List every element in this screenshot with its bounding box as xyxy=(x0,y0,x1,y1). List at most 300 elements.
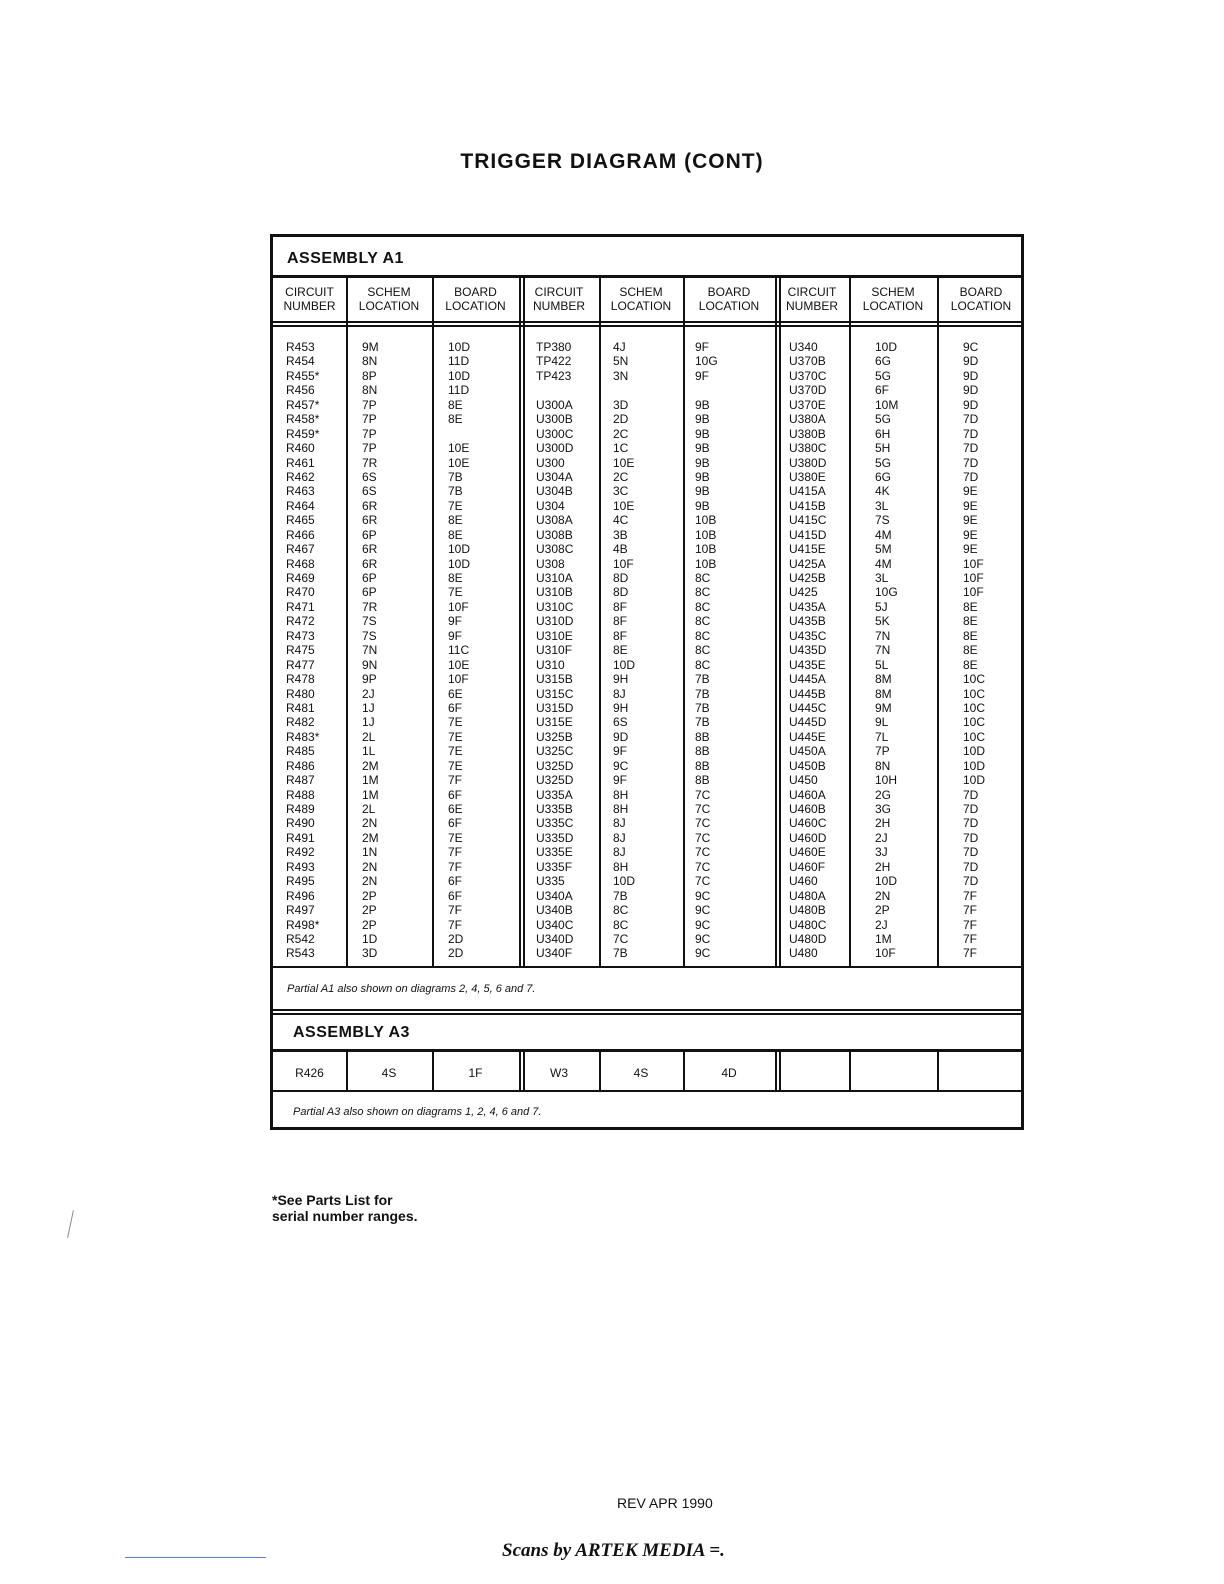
column-header-line: CIRCUIT xyxy=(534,285,584,299)
column-header-line: SCHEM xyxy=(367,285,411,299)
table-cell: U300D xyxy=(536,441,574,456)
table-cell: 2D xyxy=(448,946,464,961)
table-cell: U308A xyxy=(536,513,573,528)
table-cell: R490 xyxy=(286,816,315,831)
table-cell: 8E xyxy=(613,643,628,658)
divider xyxy=(273,1013,1021,1015)
table-cell: 2L xyxy=(362,729,376,744)
table-cell: 10D xyxy=(613,657,636,672)
table-cell: 5J xyxy=(875,599,888,614)
table-cell: 9C xyxy=(695,903,711,918)
table-cell: 9M xyxy=(875,700,892,715)
table-cell: U450A xyxy=(789,744,826,759)
table-cell: 7B xyxy=(448,484,463,499)
table-cell: 7D xyxy=(963,859,979,874)
table-cell: U445B xyxy=(789,686,826,701)
table-column xyxy=(613,340,635,975)
column-divider xyxy=(683,278,685,966)
table-cell: U335C xyxy=(536,816,574,831)
table-cell: 9E xyxy=(963,542,978,557)
table-cell: 8C xyxy=(695,657,711,672)
table-cell: R486 xyxy=(286,758,315,773)
table-cell: 8D xyxy=(613,571,629,585)
table-cell: U370E xyxy=(789,397,826,412)
table-cell: 8M xyxy=(875,672,892,687)
table-cell: R543 xyxy=(286,946,315,961)
table-column xyxy=(789,340,826,975)
table-cell: 9F xyxy=(613,773,628,788)
column-divider xyxy=(519,1052,521,1090)
table-cell: 8E xyxy=(448,397,463,412)
table-cell: 9B xyxy=(695,412,710,427)
table-cell: U310E xyxy=(536,628,573,643)
table-cell: U460D xyxy=(789,830,827,845)
column-header-line: LOCATION xyxy=(445,299,506,313)
table-cell: U335E xyxy=(536,845,573,860)
table-cell: 4C xyxy=(613,513,629,528)
table-cell: 10C xyxy=(963,700,986,715)
table-cell: 2D xyxy=(613,412,629,427)
footnote xyxy=(272,1192,418,1224)
table-cell: R459* xyxy=(286,426,320,441)
table-cell: U380B xyxy=(789,426,826,441)
table-cell: 7B xyxy=(695,715,710,730)
table-cell: 7D xyxy=(963,469,979,484)
table-cell: R482 xyxy=(286,715,315,730)
column-header xyxy=(346,285,432,319)
table-cell: 9B xyxy=(695,397,710,412)
table-cell: U460A xyxy=(789,787,826,802)
table-cell: 7E xyxy=(448,585,463,600)
table-cell: 10F xyxy=(963,585,984,600)
table-cell: 6S xyxy=(613,715,628,730)
table-cell: 7F xyxy=(963,931,978,946)
table-cell: 4B xyxy=(613,542,628,557)
table-cell: 11D xyxy=(448,354,470,369)
table-cell: 9F xyxy=(695,340,710,354)
table-cell: U370B xyxy=(789,354,826,369)
table-cell: 5G xyxy=(875,455,892,470)
table-cell: 8N xyxy=(362,354,378,369)
table-cell: 6F xyxy=(875,383,890,398)
table-cell: 4M xyxy=(875,556,892,571)
table-cell xyxy=(536,383,573,397)
table-cell: 7E xyxy=(448,729,463,744)
table-cell: 9E xyxy=(963,513,978,528)
table-cell: 4J xyxy=(613,340,626,354)
table-cell: 8C xyxy=(695,628,711,643)
table-cell: U300C xyxy=(536,426,574,441)
table-cell xyxy=(362,961,379,975)
scan-artifact-line xyxy=(125,1557,266,1558)
table-cell: 10E xyxy=(613,498,635,513)
table-cell: 10E xyxy=(448,455,470,470)
a3-cell: W3 xyxy=(550,1066,568,1080)
table-cell: 7P xyxy=(362,412,377,427)
table-cell: 7R xyxy=(362,455,378,470)
table-cell: U310C xyxy=(536,599,574,614)
table-cell: 1D xyxy=(362,931,378,946)
table-cell: 7B xyxy=(695,672,710,687)
divider xyxy=(273,325,1021,327)
table-cell: U460F xyxy=(789,859,826,874)
table-cell: R475 xyxy=(286,643,315,658)
table-cell: R481 xyxy=(286,700,315,715)
table-cell: 5H xyxy=(875,441,891,456)
table-cell xyxy=(613,961,635,975)
table-cell: 7E xyxy=(448,830,463,845)
column-header-line: NUMBER xyxy=(283,299,336,313)
table-cell: U315C xyxy=(536,686,574,701)
table-cell: 1N xyxy=(362,845,378,860)
column-header xyxy=(683,285,775,319)
table-cell: 8E xyxy=(963,643,978,658)
table-cell: 8P xyxy=(362,368,377,383)
table-cell: 7L xyxy=(875,729,889,744)
table-cell: U480D xyxy=(789,931,827,946)
table-cell: 9B xyxy=(695,455,710,470)
table-cell: 2J xyxy=(875,830,888,845)
column-divider xyxy=(849,278,851,966)
table-cell: 8J xyxy=(613,845,626,860)
divider xyxy=(273,966,1021,968)
scan-artifact-mark xyxy=(67,1210,74,1238)
scan-credit: Scans by ARTEK MEDIA =. xyxy=(502,1540,725,1561)
table-cell: U370C xyxy=(789,368,827,383)
column-divider xyxy=(346,278,348,966)
table-cell: 9D xyxy=(963,368,979,383)
table-cell: 4M xyxy=(875,527,892,542)
table-cell: 9H xyxy=(613,672,629,687)
column-divider xyxy=(849,1052,851,1090)
table-cell: 10E xyxy=(448,441,470,456)
table-cell: 6S xyxy=(362,484,377,499)
table-cell: 7F xyxy=(963,888,978,903)
table-cell: R472 xyxy=(286,614,315,629)
table-cell: U380D xyxy=(789,455,827,470)
table-cell: U335A xyxy=(536,787,573,802)
table-cell: R454 xyxy=(286,354,315,369)
column-divider xyxy=(346,1052,348,1090)
table-cell: U380C xyxy=(789,441,827,456)
table-cell: TP422 xyxy=(536,354,572,369)
table-cell: 7D xyxy=(963,441,979,456)
a3-cell: R426 xyxy=(295,1066,324,1080)
column-divider xyxy=(779,278,781,966)
column-header-line: LOCATION xyxy=(862,299,924,313)
column-header-line: LOCATION xyxy=(698,299,760,313)
table-cell: 6F xyxy=(448,816,463,831)
table-cell: 9F xyxy=(448,614,463,629)
table-cell: 1C xyxy=(613,441,629,456)
table-cell: 6P xyxy=(362,527,377,542)
table-cell: U300 xyxy=(536,455,565,470)
table-cell: R489 xyxy=(286,802,315,816)
table-cell: 10B xyxy=(695,513,717,528)
table-cell: 8H xyxy=(613,787,629,802)
table-cell: 6F xyxy=(448,874,463,889)
table-column xyxy=(695,340,718,975)
table-cell: U335B xyxy=(536,802,573,816)
table-cell: 6G xyxy=(875,354,892,369)
table-cell: 8F xyxy=(613,599,628,614)
table-cell: 8C xyxy=(613,903,629,918)
table-cell: 6P xyxy=(362,585,377,600)
table-cell: U380E xyxy=(789,469,826,484)
table-cell: U480 xyxy=(789,946,818,961)
table-cell: 1M xyxy=(362,773,379,788)
table-cell: 9H xyxy=(613,700,629,715)
table-cell: 8B xyxy=(695,758,710,773)
table-cell: 4K xyxy=(875,484,890,499)
table-cell: U435D xyxy=(789,643,827,658)
table-cell: 7R xyxy=(362,599,378,614)
table-cell: U304 xyxy=(536,498,565,513)
table-cell: 10E xyxy=(448,657,470,672)
table-cell: 6P xyxy=(362,571,377,585)
assembly-a3-title: ASSEMBLY A3 xyxy=(293,1024,410,1041)
table-cell: 8H xyxy=(613,802,629,816)
table-cell: 2N xyxy=(875,888,891,903)
table-cell: 9D xyxy=(613,729,629,744)
table-cell: U335F xyxy=(536,859,573,874)
footnote-line: *See Parts List for xyxy=(272,1192,393,1208)
table-cell xyxy=(536,961,573,975)
table-cell: 7N xyxy=(875,643,891,658)
column-header-line: LOCATION xyxy=(610,299,672,313)
assembly-a1-title: ASSEMBLY A1 xyxy=(287,250,404,267)
table-cell: 3N xyxy=(613,368,629,383)
table-cell xyxy=(448,961,470,975)
table-cell: 8C xyxy=(695,571,711,585)
table-cell: 7P xyxy=(362,441,377,456)
column-divider xyxy=(779,1052,781,1090)
table-cell: 5M xyxy=(875,542,892,557)
column-header-line: LOCATION xyxy=(950,299,1012,313)
table-cell: 9B xyxy=(695,441,710,456)
table-cell: 10D xyxy=(448,556,471,571)
table-cell: 8H xyxy=(613,859,629,874)
table-cell: U315D xyxy=(536,700,574,715)
table-column xyxy=(963,340,985,975)
table-cell: 7S xyxy=(362,628,377,643)
table-cell: 8E xyxy=(448,571,463,585)
table-cell: 6E xyxy=(448,802,463,816)
table-cell: R461 xyxy=(286,455,315,470)
table-cell: U415C xyxy=(789,513,827,528)
table-cell: U340C xyxy=(536,917,574,932)
table-cell: 9B xyxy=(695,498,710,513)
table-cell: U308 xyxy=(536,556,565,571)
a3-cell: 4S xyxy=(633,1066,649,1080)
table-cell: U480C xyxy=(789,917,827,932)
table-cell: 7D xyxy=(963,816,979,831)
table-cell: 9D xyxy=(963,397,979,412)
column-header xyxy=(775,285,849,319)
table-cell: 2G xyxy=(875,787,892,802)
table-cell: 6R xyxy=(362,556,378,571)
table-cell: R463 xyxy=(286,484,315,499)
table-cell: 3J xyxy=(875,845,888,860)
table-cell: 7D xyxy=(963,802,979,816)
table-cell: R457* xyxy=(286,397,320,412)
table-cell: 7C xyxy=(695,845,711,860)
table-cell: U480B xyxy=(789,903,826,918)
table-cell: 10F xyxy=(613,556,634,571)
table-cell: U325D xyxy=(536,773,574,788)
divider xyxy=(273,1049,1021,1052)
table-cell: R458* xyxy=(286,412,320,427)
table-cell: 11C xyxy=(448,643,470,658)
column-header-line: NUMBER xyxy=(532,299,585,313)
table-cell: 2C xyxy=(613,469,629,484)
table-cell: 9C xyxy=(695,931,711,946)
table-cell: U335 xyxy=(536,874,565,889)
table-cell: 1M xyxy=(875,931,892,946)
table-cell: 7F xyxy=(448,917,463,932)
table-cell: 10D xyxy=(448,542,471,557)
column-header-line: SCHEM xyxy=(619,285,663,299)
table-cell: 2P xyxy=(362,903,377,918)
column-header xyxy=(432,285,519,319)
table-cell: 7C xyxy=(695,859,711,874)
table-cell: R491 xyxy=(286,830,315,845)
table-cell: 5G xyxy=(875,368,892,383)
column-divider xyxy=(775,1052,777,1090)
table-cell: 6R xyxy=(362,498,378,513)
table-cell: 7D xyxy=(963,787,979,802)
table-cell: R480 xyxy=(286,686,315,701)
table-cell: U370D xyxy=(789,383,827,398)
table-cell: 10F xyxy=(875,946,896,961)
column-divider xyxy=(432,278,434,966)
table-cell: U325C xyxy=(536,744,574,759)
table-cell: U460C xyxy=(789,816,827,831)
table-cell: TP423 xyxy=(536,368,572,383)
table-cell: 10D xyxy=(963,744,986,759)
table-cell: U340A xyxy=(536,888,573,903)
table-cell: 6R xyxy=(362,513,378,528)
table-column xyxy=(536,340,573,975)
table-cell: 7D xyxy=(963,845,979,860)
table-cell: 8B xyxy=(695,773,710,788)
table-cell: U460B xyxy=(789,802,826,816)
table-cell: U310B xyxy=(536,585,573,600)
table-cell: 9C xyxy=(613,758,629,773)
table-cell: 7F xyxy=(963,946,978,961)
table-cell: 9P xyxy=(362,672,377,687)
parts-location-table xyxy=(270,234,1024,1130)
table-cell: 8N xyxy=(875,758,891,773)
table-cell: 6R xyxy=(362,542,378,557)
table-cell: R465 xyxy=(286,513,315,528)
table-cell: 10M xyxy=(875,397,899,412)
table-cell: 9C xyxy=(963,340,979,354)
table-cell: 7F xyxy=(448,903,463,918)
table-cell: R485 xyxy=(286,744,315,759)
table-cell: U445C xyxy=(789,700,827,715)
table-cell: 7B xyxy=(448,469,463,484)
table-cell: R469 xyxy=(286,571,315,585)
table-cell: TP380 xyxy=(536,340,572,354)
table-cell: U325B xyxy=(536,729,573,744)
table-cell: 9F xyxy=(695,368,710,383)
table-cell: R498* xyxy=(286,917,320,932)
table-cell: 6E xyxy=(448,686,463,701)
table-cell: U310F xyxy=(536,643,573,658)
table-cell: 9E xyxy=(963,527,978,542)
table-cell: 7B xyxy=(695,686,710,701)
table-cell: 2J xyxy=(875,917,888,932)
table-cell: U310A xyxy=(536,571,573,585)
table-cell: 9B xyxy=(695,484,710,499)
table-cell: 9C xyxy=(695,917,711,932)
column-divider xyxy=(519,278,521,966)
table-cell: 10C xyxy=(963,672,986,687)
table-cell: U435A xyxy=(789,599,826,614)
table-cell: 7B xyxy=(613,946,628,961)
table-cell: 8E xyxy=(963,599,978,614)
table-cell: 7F xyxy=(963,917,978,932)
table-cell: U415A xyxy=(789,484,826,499)
table-cell: 7C xyxy=(695,874,711,889)
table-cell: 7E xyxy=(448,744,463,759)
table-cell: 2N xyxy=(362,859,378,874)
table-cell: U315B xyxy=(536,672,573,687)
column-header-line: BOARD xyxy=(454,285,497,299)
table-cell: 10C xyxy=(963,715,986,730)
table-cell: 8E xyxy=(963,628,978,643)
table-cell: 10D xyxy=(963,758,986,773)
table-column xyxy=(362,340,379,975)
footnote-line: serial number ranges. xyxy=(272,1208,418,1224)
column-divider xyxy=(523,278,525,966)
table-cell: 3L xyxy=(875,498,889,513)
table-cell: 1J xyxy=(362,715,375,730)
table-cell: 7D xyxy=(963,455,979,470)
table-cell: U425B xyxy=(789,571,826,585)
table-cell: R467 xyxy=(286,542,315,557)
table-cell: 9M xyxy=(362,340,379,354)
column-divider xyxy=(937,1052,939,1090)
table-cell: U300B xyxy=(536,412,573,427)
table-cell: R462 xyxy=(286,469,315,484)
table-cell: R487 xyxy=(286,773,315,788)
table-cell: 2P xyxy=(875,903,890,918)
table-cell: 2N xyxy=(362,874,378,889)
table-cell: 11D xyxy=(448,383,470,398)
table-cell: 7D xyxy=(963,874,979,889)
table-cell: U325D xyxy=(536,758,574,773)
table-cell: 5G xyxy=(875,412,892,427)
table-cell: U310D xyxy=(536,614,574,629)
table-cell: 7C xyxy=(695,787,711,802)
table-cell: 8J xyxy=(613,816,626,831)
table-cell: R456 xyxy=(286,383,315,398)
divider xyxy=(273,321,1021,323)
table-cell: 2L xyxy=(362,802,376,816)
table-cell: 7E xyxy=(448,498,463,513)
table-cell: U308B xyxy=(536,527,573,542)
table-cell: 7B xyxy=(613,888,628,903)
table-cell: 3D xyxy=(613,397,629,412)
table-cell: R455* xyxy=(286,368,320,383)
table-cell: R478 xyxy=(286,672,315,687)
a3-cell: 4S xyxy=(381,1066,397,1080)
a3-cell: 1F xyxy=(468,1066,483,1080)
table-cell: 9E xyxy=(963,484,978,499)
column-header-line: CIRCUIT xyxy=(787,285,837,299)
